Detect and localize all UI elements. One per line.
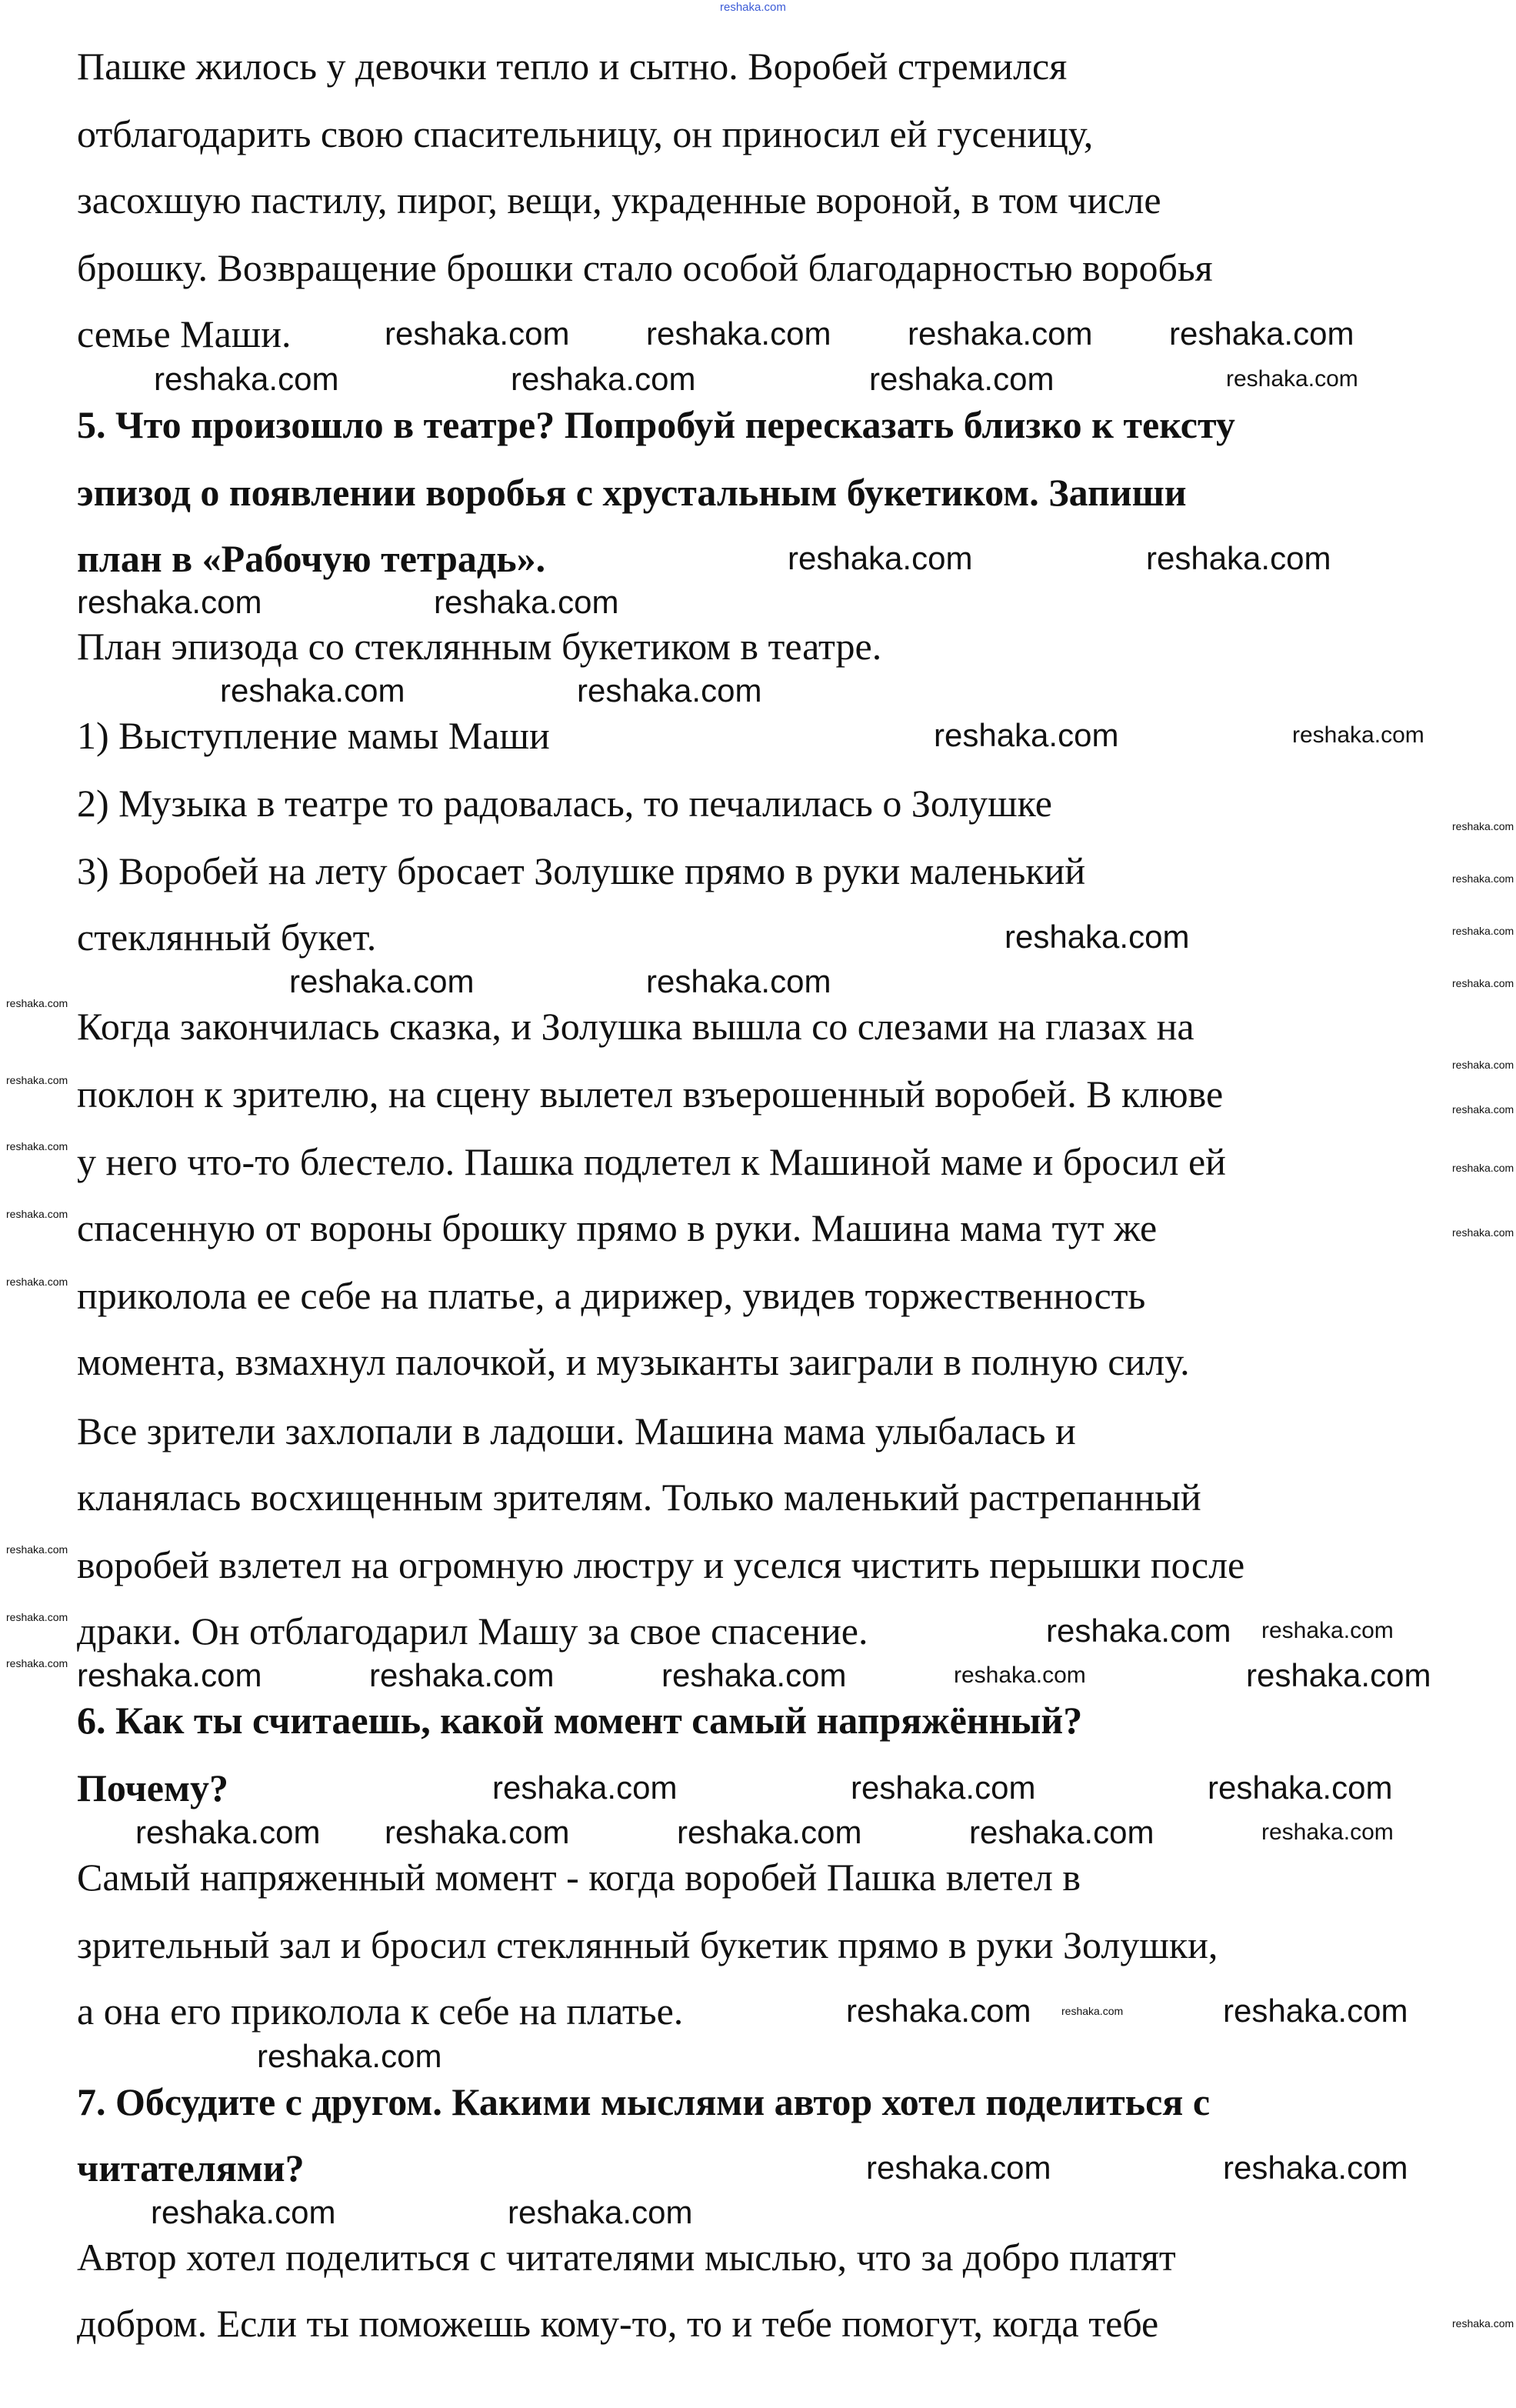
watermark: reshaka.com xyxy=(646,315,831,352)
question-heading-line: 7. Обсудите с другом. Какими мыслями автор хотел поделиться с xyxy=(77,2080,1211,2123)
text-line: 2) Музыка в театре то радовалась, то печалилась о Золушке xyxy=(77,782,1052,825)
text-line: добром. Если ты поможешь кому-то, то и тебе помогут, когда тебе xyxy=(77,2302,1159,2345)
watermark: reshaka.com xyxy=(369,1657,555,1693)
watermark: reshaka.com xyxy=(1061,2005,1124,2017)
watermark: reshaka.com xyxy=(934,717,1119,753)
watermark: reshaka.com xyxy=(385,1814,570,1850)
watermark: reshaka.com xyxy=(6,997,68,1009)
watermark: reshaka.com xyxy=(788,540,973,576)
text-line: 3) Воробей на лету бросает Золушке прямо в руки маленький xyxy=(77,849,1086,892)
watermark: reshaka.com xyxy=(6,1611,68,1623)
text-line: поклон к зрителю, на сцену вылетел взъерошенный воробей. В клюве xyxy=(77,1072,1224,1116)
watermark: reshaka.com xyxy=(77,584,262,620)
text-line: у него что-то блестело. Пашка подлетел к Машиной маме и бросил ей xyxy=(77,1140,1226,1183)
watermark: reshaka.com xyxy=(1452,1226,1514,1239)
watermark: reshaka.com xyxy=(1146,540,1331,576)
watermark: reshaka.com xyxy=(1452,977,1514,989)
watermark: reshaka.com xyxy=(434,584,619,620)
text-line: Пашке жилось у девочки тепло и сытно. Воробей стремился xyxy=(77,45,1068,88)
watermark: reshaka.com xyxy=(1452,1103,1514,1116)
watermark: reshaka.com xyxy=(1452,1162,1514,1174)
question-heading-line: Почему? xyxy=(77,1766,229,1809)
watermark: reshaka.com xyxy=(6,1276,68,1288)
text-line: Когда закончилась сказка, и Золушка вышла со слезами на глазах на xyxy=(77,1005,1194,1048)
text-line: 1) Выступление мамы Маши xyxy=(77,714,550,757)
watermark: reshaka.com xyxy=(77,1657,262,1693)
text-line: зрительный зал и бросил стеклянный букетик прямо в руки Золушки, xyxy=(77,1923,1218,1966)
watermark: reshaka.com xyxy=(1261,1618,1394,1643)
watermark: reshaka.com xyxy=(6,1074,68,1086)
watermark: reshaka.com xyxy=(1046,1613,1231,1649)
watermark: reshaka.com xyxy=(1208,1769,1393,1806)
watermark: reshaka.com xyxy=(1223,2150,1408,2186)
watermark: reshaka.com xyxy=(1452,820,1514,832)
watermark: reshaka.com xyxy=(954,1663,1086,1688)
question-heading-line: план в «Рабочую тетрадь». xyxy=(77,537,546,580)
watermark: reshaka.com xyxy=(851,1769,1036,1806)
watermark: reshaka.com xyxy=(151,2194,336,2230)
watermark: reshaka.com xyxy=(492,1769,678,1806)
watermark: reshaka.com xyxy=(1226,366,1358,392)
text-line: План эпизода со стеклянным букетиком в театре. xyxy=(77,625,882,668)
watermark: reshaka.com xyxy=(6,1140,68,1152)
text-line: приколола ее себе на платье, а дирижер, увидев торжественность xyxy=(77,1274,1146,1317)
watermark: reshaka.com xyxy=(508,2194,693,2230)
watermark: reshaka.com xyxy=(1005,919,1190,955)
watermark: reshaka.com xyxy=(866,2150,1051,2186)
text-line: спасенную от вороны брошку прямо в руки. Машина мама тут же xyxy=(77,1206,1158,1249)
text-line: засохшую пастилу, пирог, вещи, украденные вороной, в том числе xyxy=(77,178,1161,222)
watermark: reshaka.com xyxy=(154,361,339,397)
text-line: воробей взлетел на огромную люстру и уселся чистить перышки после xyxy=(77,1543,1245,1586)
text-line: Самый напряженный момент - когда воробей Пашка влетел в xyxy=(77,1856,1081,1899)
watermark: reshaka.com xyxy=(1169,315,1354,352)
watermark: reshaka.com xyxy=(1223,1993,1408,2029)
watermark: reshaka.com xyxy=(220,672,405,709)
text-line: отблагодарить свою спасительницу, он приносил ей гусеницу, xyxy=(77,112,1094,155)
watermark: reshaka.com xyxy=(577,672,762,709)
text-line: стеклянный букет. xyxy=(77,916,377,959)
watermark: reshaka.com xyxy=(1452,925,1514,937)
watermark: reshaka.com xyxy=(1292,722,1424,748)
watermark: reshaka.com xyxy=(6,1657,68,1669)
watermark: reshaka.com xyxy=(661,1657,847,1693)
watermark: reshaka.com xyxy=(385,315,570,352)
watermark: reshaka.com xyxy=(908,315,1093,352)
header-watermark: reshaka.com xyxy=(720,1,786,14)
watermark: reshaka.com xyxy=(6,1208,68,1220)
watermark: reshaka.com xyxy=(846,1993,1031,2029)
question-heading-line: 6. Как ты считаешь, какой момент самый напряжённый? xyxy=(77,1699,1083,1742)
question-heading-line: 5. Что произошло в театре? Попробуй пересказать близко к тексту xyxy=(77,403,1235,446)
text-line: Автор хотел поделиться с читателями мыслью, что за добро платят xyxy=(77,2236,1176,2279)
watermark: reshaka.com xyxy=(289,963,475,999)
watermark: reshaka.com xyxy=(969,1814,1154,1850)
text-line: а она его приколола к себе на платье. xyxy=(77,1989,684,2033)
watermark: reshaka.com xyxy=(1246,1657,1431,1693)
watermark: reshaka.com xyxy=(1452,2317,1514,2330)
question-heading-line: эпизод о появлении воробья с хрустальным букетиком. Запиши xyxy=(77,471,1187,514)
text-line: драки. Он отблагодарил Машу за свое спасение. xyxy=(77,1609,868,1653)
question-heading-line: читателями? xyxy=(77,2146,305,2190)
watermark: reshaka.com xyxy=(646,963,831,999)
text-line: кланялась восхищенным зрителям. Только маленький растрепанный xyxy=(77,1476,1201,1519)
text-line: Все зрители захлопали в ладоши. Машина мама улыбалась и xyxy=(77,1409,1076,1452)
text-line: момента, взмахнул палочкой, и музыканты заиграли в полную силу. xyxy=(77,1340,1190,1383)
watermark: reshaka.com xyxy=(1261,1819,1394,1845)
watermark: reshaka.com xyxy=(869,361,1055,397)
watermark: reshaka.com xyxy=(6,1543,68,1556)
watermark: reshaka.com xyxy=(1452,1059,1514,1071)
watermark: reshaka.com xyxy=(135,1814,321,1850)
text-line: семье Маши. xyxy=(77,312,292,355)
text-line: брошку. Возвращение брошки стало особой благодарностью воробья xyxy=(77,246,1213,289)
watermark: reshaka.com xyxy=(257,2038,442,2074)
watermark: reshaka.com xyxy=(677,1814,862,1850)
watermark: reshaka.com xyxy=(511,361,696,397)
watermark: reshaka.com xyxy=(1452,872,1514,885)
